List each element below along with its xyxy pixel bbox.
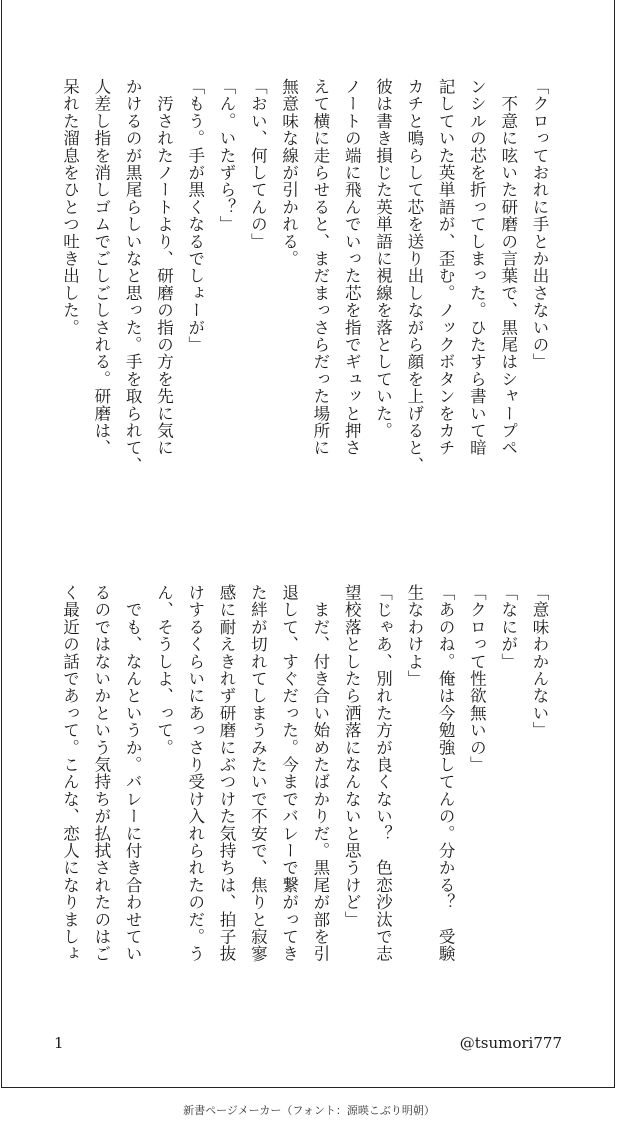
text-line: 「クロっておれに手とか出さないの」 <box>530 78 549 371</box>
text-line: 退して、すぐだった。今までバレーで繋がってき <box>279 584 299 963</box>
text-line: 彼は書き損じた英単語に視線を落としていた。 <box>373 78 393 440</box>
text-line: まだ、付き合い始めたばかりだ。黒尾が部を引 <box>310 584 330 963</box>
text-line: かけるのが黒尾らしいなと思った。手を取られて、 <box>123 78 143 474</box>
text-line: 汚されたノートより、研磨の指の方を先に気に <box>154 78 174 457</box>
text-line: 不意に呟いた研磨の言葉で、黒尾はシャープペ <box>498 78 518 457</box>
text-line: ん、そうしよ、って。 <box>154 584 174 756</box>
text-line: 呆れた溜息をひとつ吐き出した。 <box>60 78 80 336</box>
author-handle: @tsumori777 <box>459 1034 562 1052</box>
text-line: 「クロって性欲無いの」 <box>467 584 487 774</box>
text-line: 望校落としたら洒落になんないと思うけど」 <box>342 584 362 928</box>
text-line: カチと鳴らして芯を送り出しながら顔を上げると、 <box>404 78 424 474</box>
text-line: く最近の話であって。こんな、恋人になりましょ <box>60 584 80 963</box>
text-line: けするくらいにあっさり受け入れられたのだ。う <box>185 584 205 963</box>
text-line: 「意味わかんない」 <box>530 584 549 739</box>
text-line: ンシルの芯を折ってしまった。ひたすら書いて暗 <box>467 78 487 457</box>
text-line: た絆が切れてしまうみたいで不安で、焦りと寂寥 <box>248 584 268 963</box>
text-line: 記していた英単語が、歪む。ノックボタンをカチ <box>436 78 456 457</box>
text-line: えて横に走らせると、まだまっさらだった場所に <box>310 78 330 457</box>
footer-credit: 新書ページメーカー（フォント：源暎こぶり明朝） <box>183 1104 435 1117</box>
text-column-bottom <box>54 584 555 1002</box>
text-line: 「ん。いたずら？」 <box>217 78 237 233</box>
text-line: 「もう。手が黒くなるでしょーが」 <box>185 78 205 354</box>
text-line: ノートの端に飛んでいった芯を指でギュッと押さ <box>342 78 362 457</box>
text-line: 感に耐えきれず研磨にぶつけた気持ちは、拍子抜 <box>217 584 237 963</box>
text-line: るのではないかという気持ちが払拭されたのはご <box>91 584 111 963</box>
text-line: でも、なんというか。バレーに付き合わせてい <box>123 584 143 963</box>
text-column-top <box>54 78 555 493</box>
text-line: 「じゃあ、別れた方が良くない？ 色恋沙汰で志 <box>373 584 393 963</box>
text-line: 「おい、何してんの」 <box>248 78 268 250</box>
text-line: 生なわけよ」 <box>404 584 424 688</box>
text-line: 「あのね。俺は今勉強してんの。分かる？ 受験 <box>436 584 456 963</box>
text-line: 無意味な線が引かれる。 <box>279 78 299 268</box>
page-number: 1 <box>54 1034 64 1052</box>
text-line: 「なにが」 <box>498 584 518 670</box>
text-line: 人差し指を消しゴムでごしごしされる。研磨は、 <box>91 78 111 457</box>
